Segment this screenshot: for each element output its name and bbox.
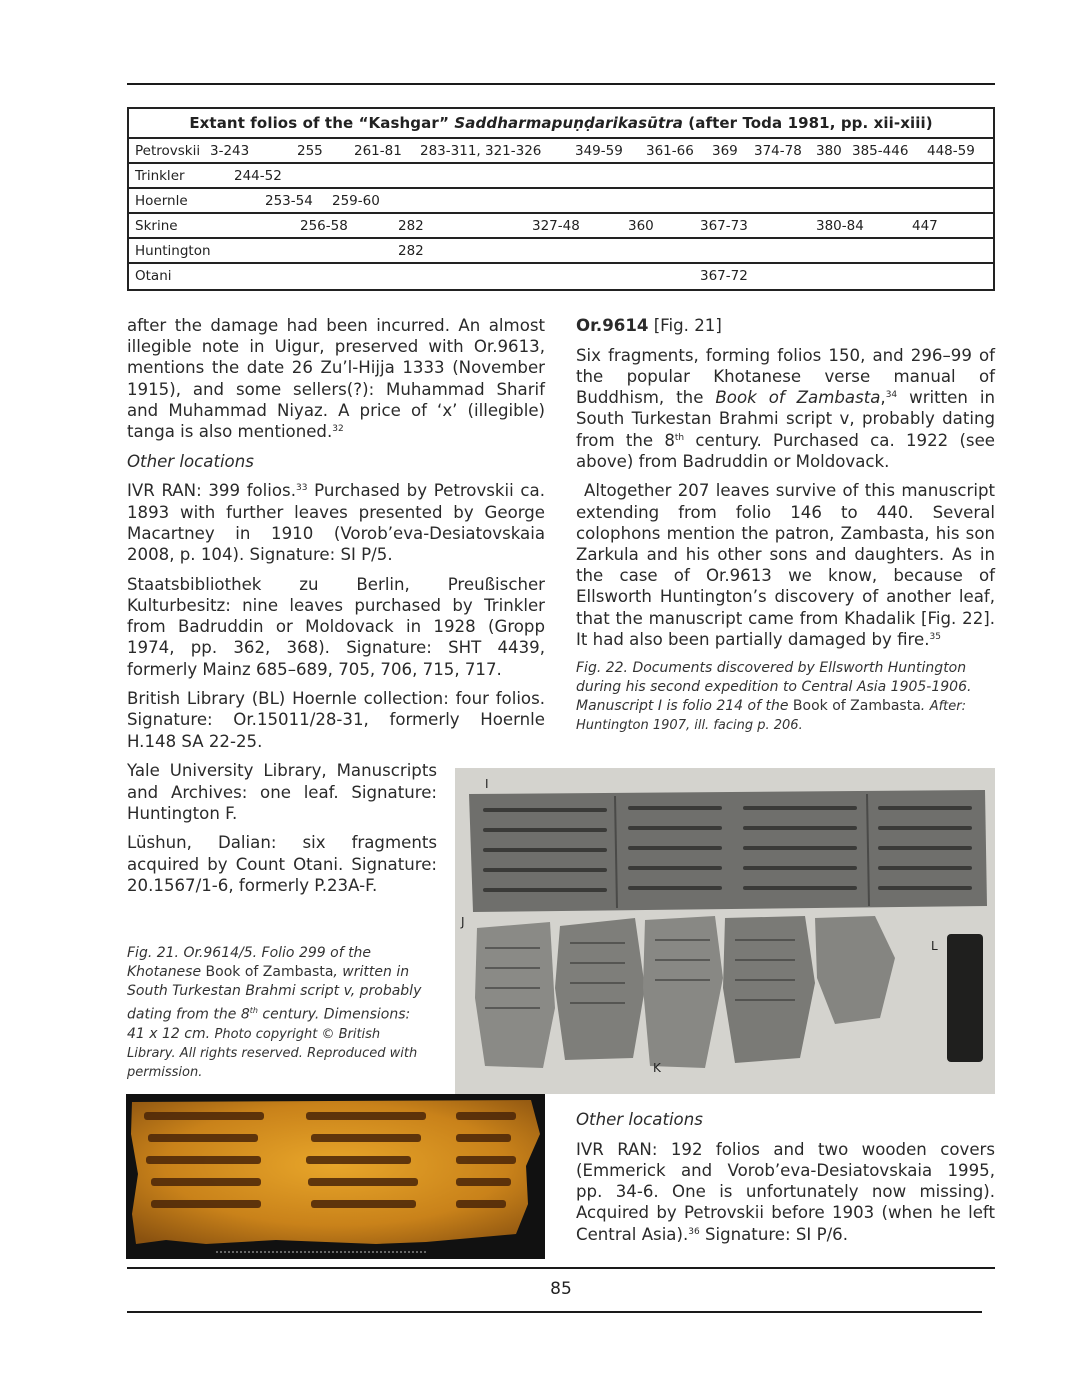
paragraph: Altogether 207 leaves survive of this manuscript extending from folio 146 to 440. Several colophons mention the patron, Zambasta, his son Zarkula and his other sons and daughters. As in the case of Or.9613 we know, because of Ellsworth Huntington’s discovery of another leaf, that the manuscript came from Khadalik [Fig. 22]. It had also been partially damaged by fire.$^{35}$: [576, 481, 995, 649]
section-heading: Or.9614 [Fig. 21]: [576, 316, 722, 335]
folios-table: [127, 107, 995, 291]
paragraph: Six fragments, forming folios 150, and 296–99 of the popular Khotanese verse manual of Buddhism, the Book of Zambasta,$^{34}$ written in South Turkestan Brahmi script v, probably dating from the 8th century. Purchased ca. 1922 (see above) from Badruddin or Moldovack.: [576, 345, 995, 471]
table-row: Trinkler 244-52: [129, 164, 993, 189]
documents-photo-graphic: [455, 768, 995, 1094]
footer-rule-top: [127, 1267, 995, 1269]
table-row: Petrovskii 3-243 255 261-81 283-311, 321-326 349-59 361-66 369 374-78 380 385-446 448-59: [129, 139, 993, 164]
table-row: Huntington 282: [129, 239, 993, 264]
fig21-caption: Fig. 21. Or.9614/5. Folio 299 of the Khotanese Book of Zambasta, written in South Turkestan Brahmi script v, probably dating from the 8th century. Dimensions: 41 x 12 cm. Photo copyright © British Library. All rights reserved. Reproduced with permission.: [127, 945, 422, 1080]
photo-label-k: K: [653, 1061, 661, 1075]
manuscript-fragment-graphic: [126, 1094, 545, 1259]
paragraph: IVR RAN: 399 folios.$^{33}$ Purchased by Petrovskii ca. 1893 with further leaves presented by George Macartney in 1910 (Vorob’eva-Desiatovskaia 2008, p. 104). Signature: SI P/5.: [127, 481, 545, 565]
section-heading: Other locations: [576, 1110, 703, 1129]
table-row: Skrine 256-58 282 327-48 360 367-73 380-84 447: [129, 214, 993, 239]
table-row: Hoernle 253-54 259-60: [129, 189, 993, 214]
photo-label-i: I: [485, 777, 489, 791]
paragraph: after the damage had been incurred. An almost illegible note in Uigur, preserved with Or.9613, mentions the date 26 Zu’l-Hijja 1333 (November 1915), and some sellers(?): Muhammad Sharif and Muhammad Niyaz. A price of ‘x’ (illegible) tanga is also mentioned.$^{32}$: [127, 316, 545, 442]
top-rule: [127, 83, 995, 85]
paragraph: Lüshun, Dalian: six fragments acquired by Count Otani. Signature: 20.1567/1-6, formerly P.23A-F.: [127, 833, 437, 895]
manuscript-image-fig21: [126, 1094, 545, 1259]
fig22-caption: Fig. 22. Documents discovered by Ellsworth Huntington during his second expedition to Central Asia 1905-1906. Manuscript I is folio 214 of the Book of Zambasta. After: Huntington 1907, ill. facing p. 206.: [576, 659, 972, 733]
paragraph: Yale University Library, Manuscripts and Archives: one leaf. Signature: Huntington F.: [127, 761, 437, 823]
paragraph: Staatsbibliothek zu Berlin, Preußischer Kulturbesitz: nine leaves purchased by Trinkler from Badruddin or Moldovack in 1928 (Gropp 1974, pp. 362, 368). Signature: SHT 4439, formerly Mainz 685–689, 705, 706, 715, 717.: [127, 574, 545, 679]
photo-label-j: J: [461, 915, 465, 929]
paragraph: British Library (BL) Hoernle collection: four folios. Signature: Or.15011/28-31, formerly Hoernle H.148 SA 22-25.: [127, 689, 545, 751]
section-heading: Other locations: [127, 451, 254, 471]
table-caption: Extant folios of the “Kashgar” Saddharmapuṇḍarikasūtra (after Toda 1981, pp. xii-xiii): [129, 109, 993, 139]
right-lower-column: [576, 1109, 995, 1253]
photo-label-l: L: [931, 939, 938, 953]
page-number: 85: [550, 1279, 572, 1299]
right-column: [576, 315, 995, 735]
documents-photo-fig22: [455, 768, 995, 1094]
paragraph: IVR RAN: 192 folios and two wooden covers (Emmerick and Vorob’eva-Desiatovskaia 1995, pp. 34-6. One is unfortunately now missing). Acquired by Petrovskii before 1903 (when he left Central Asia).$^{36}$ Signature: SI P/6.: [576, 1139, 995, 1244]
table-row: Otani 367-72: [135, 268, 748, 284]
footer-rule-bottom: [127, 1311, 982, 1313]
